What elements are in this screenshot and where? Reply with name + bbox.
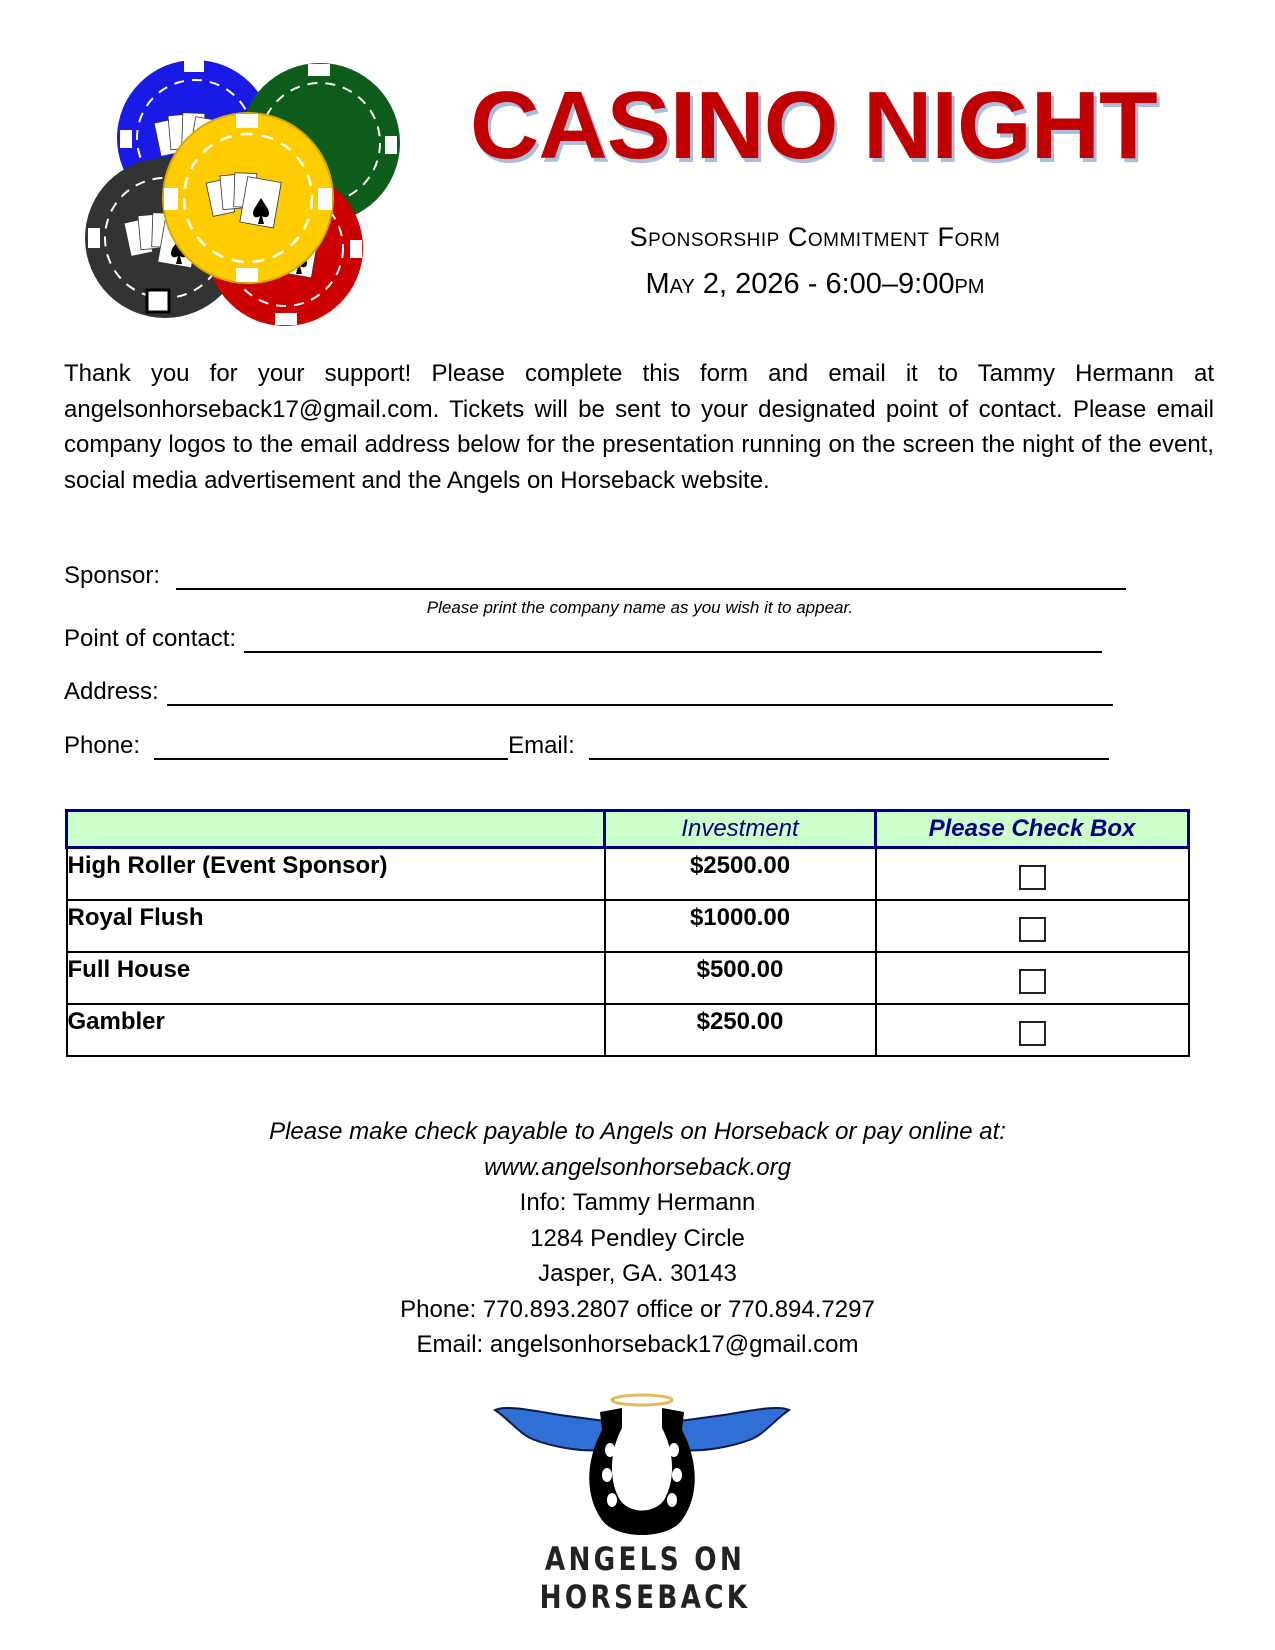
phone-email-field: [64, 732, 1109, 760]
level-amount: $1000.00: [605, 900, 876, 952]
chip-yellow: [163, 113, 333, 283]
left-wing-icon: [495, 1408, 612, 1450]
level-name: Royal Flush: [67, 900, 605, 952]
right-wing-icon: [672, 1408, 789, 1450]
checkbox-full-house[interactable]: [1019, 969, 1046, 994]
sponsor-input[interactable]: [176, 566, 1126, 590]
email-label: Email:: [508, 732, 575, 759]
contact-email: Email: angelsonhorseback17@gmail.com: [416, 1331, 859, 1358]
halo-icon: [612, 1395, 672, 1405]
level-name: High Roller (Event Sponsor): [67, 848, 605, 901]
sponsorship-levels-table: [65, 809, 1190, 1057]
city-state-zip: Jasper, GA. 30143: [538, 1260, 737, 1287]
address-label: Address:: [64, 678, 159, 705]
sponsor-field: [64, 562, 1126, 590]
address-input[interactable]: [167, 682, 1113, 706]
address-field: [64, 678, 1113, 706]
table-row: [67, 1004, 1189, 1056]
poker-chips-icon: [80, 58, 410, 328]
header-level: [67, 811, 605, 848]
phone-label: Phone:: [64, 732, 141, 759]
checkbox-royal-flush[interactable]: [1019, 917, 1046, 942]
table-row: [67, 848, 1189, 901]
contact-input[interactable]: [244, 629, 1102, 653]
table-row: [67, 952, 1189, 1004]
contact-footer: [0, 1114, 1275, 1363]
checkbox-gambler[interactable]: [1019, 1021, 1046, 1046]
contact-label: Point of contact:: [64, 625, 237, 652]
info-contact: Info: Tammy Hermann: [519, 1189, 756, 1216]
level-amount: $2500.00: [605, 848, 876, 901]
table-header-row: [67, 811, 1189, 848]
intro-paragraph: Thank you for your support! Please complete this form and email it to Tammy Hermann at angelsonhorseback17@gmail.com. Tickets will be sent to your designated point of contact. Please email company logos to the email address below for the presentation running on the screen the night of the event, social media advertisement and the Angels on Horseback website.: [64, 360, 1214, 494]
phone-numbers: Phone: 770.893.2807 office or 770.894.7297: [400, 1295, 875, 1323]
level-name: Gambler: [67, 1004, 605, 1056]
small-square-icon: [147, 290, 169, 312]
payment-note: Please make check payable to Angels on Horseback or pay online at:: [269, 1118, 1006, 1145]
page-title: CASINO NIGHT: [470, 72, 1157, 179]
header-investment: Investment: [605, 811, 876, 848]
street-address: 1284 Pendley Circle: [530, 1224, 745, 1252]
level-name: Full House: [67, 952, 605, 1004]
website-link[interactable]: www.angelsonhorseback.org: [484, 1153, 791, 1181]
level-amount: $250.00: [605, 1004, 876, 1056]
level-amount: $500.00: [605, 952, 876, 1004]
email-input[interactable]: [589, 736, 1109, 760]
table-row: [67, 900, 1189, 952]
event-date: May 2, 2026 - 6:00–9:00pm: [645, 268, 985, 300]
org-name-logo-text: ANGELS ON HORSEBACK: [539, 1540, 751, 1616]
phone-input[interactable]: [154, 736, 508, 760]
sponsor-hint: Please print the company name as you wish it to appear.: [426, 598, 854, 617]
checkbox-high-roller[interactable]: [1019, 865, 1046, 890]
form-subtitle: Sponsorship Commitment Form: [629, 222, 1001, 252]
header-check-box: Please Check Box: [876, 811, 1189, 848]
sponsor-label: Sponsor:: [64, 562, 161, 589]
contact-field: [64, 625, 1102, 653]
